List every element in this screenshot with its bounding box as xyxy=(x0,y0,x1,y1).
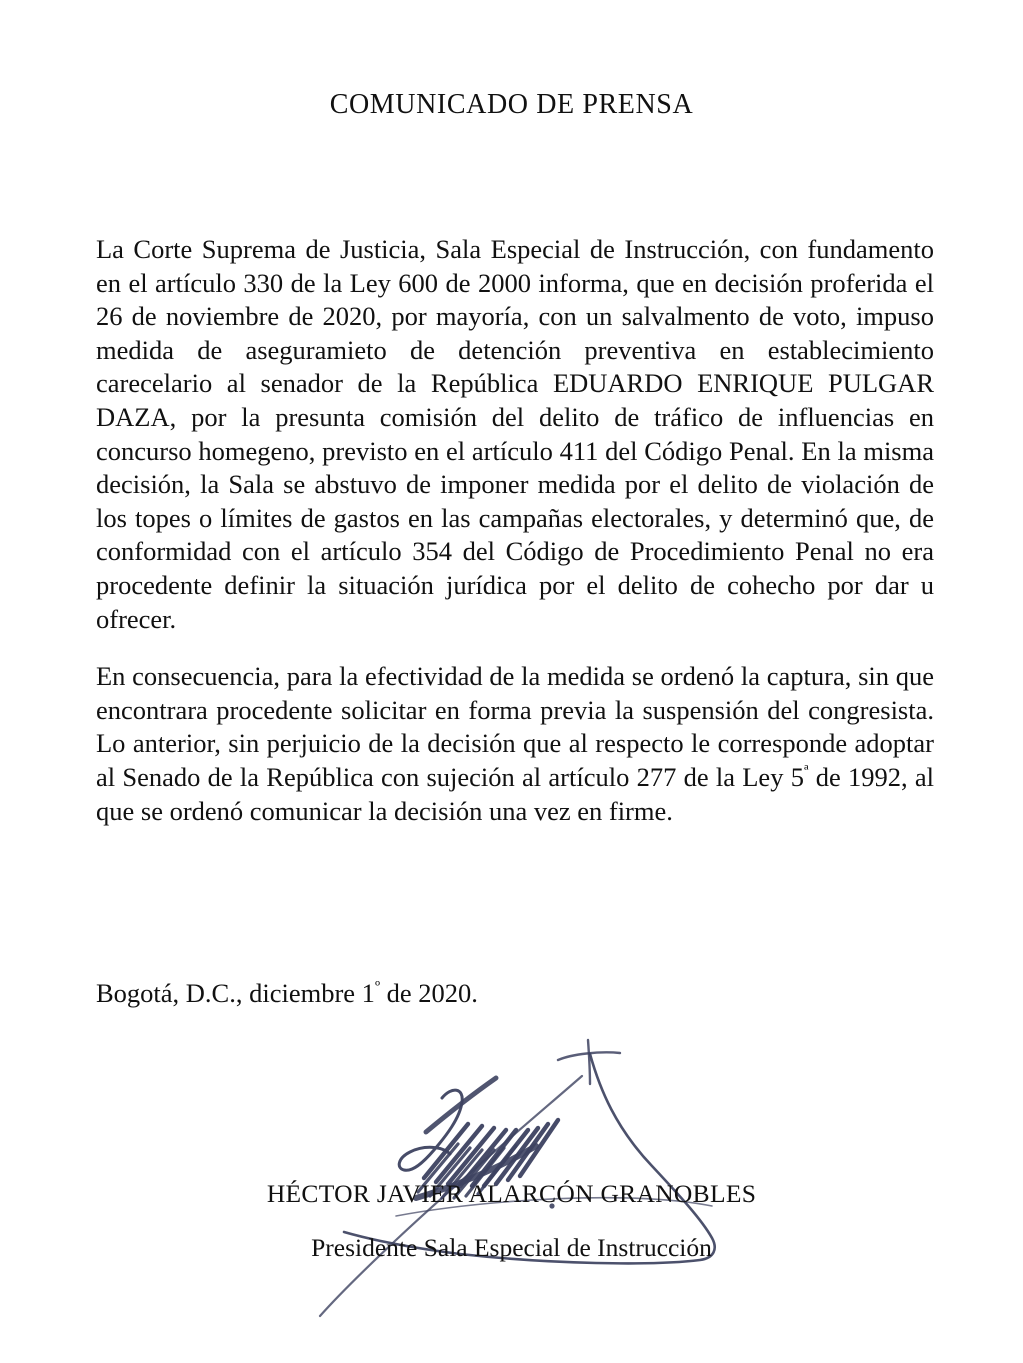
handwritten-signature-icon xyxy=(300,1020,760,1320)
signature-block xyxy=(300,1020,760,1320)
page-title: COMUNICADO DE PRENSA xyxy=(329,89,694,120)
ordinal-indicator: º xyxy=(374,976,381,996)
document-body xyxy=(96,233,934,828)
ordinal-indicator: ª xyxy=(803,760,809,780)
signer-role: Presidente Sala Especial de Instrucción xyxy=(311,1233,712,1262)
paragraph-1: La Corte Suprema de Justicia, Sala Especial de Instrucción, con fundamento en el artículo 330 de la Ley 600 de 2000 informa, que en decisión proferida el 26 de noviembre de 2020, por mayoría, con un salvalmento de voto, impuso medida de aseguramieto de detención preventiva en establecimiento carecelario al senador de la República EDUARDO ENRIQUE PULGAR DAZA, por la presunta comisión del delito de tráfico de influencias en concurso homegeno, previsto en el artículo 411 del Código Penal. En la misma decisión, la Sala se abstuvo de imponer medida por el delito de violación de los topes o límites de gastos en las campañas electorales, y determinó que, de conformidad con el artículo 354 del Código de Procedimiento Penal no era procedente definir la situación jurídica por el delito de cohecho por dar u ofrecer. xyxy=(96,234,934,634)
paragraph-2: En consecuencia, para la efectividad de la medida se ordenó la captura, sin que encontrara procedente solicitar en forma previa la suspensión del congresista. Lo anterior, sin perjuicio de la decisión que al respecto le corresponde adoptar al Senado de la República con sujeción al artículo 277 de la Ley $5^ª$ de 1992, al que se ordenó comunicar la decisión una vez en firme. xyxy=(96,661,934,826)
date-line: Bogotá, D.C., diciembre $1^º$ de 2020. xyxy=(96,976,478,1008)
signer-block xyxy=(0,1178,1023,1264)
signer-name: HÉCTOR JAVIER ALARCÓN GRANOBLES xyxy=(266,1179,757,1208)
